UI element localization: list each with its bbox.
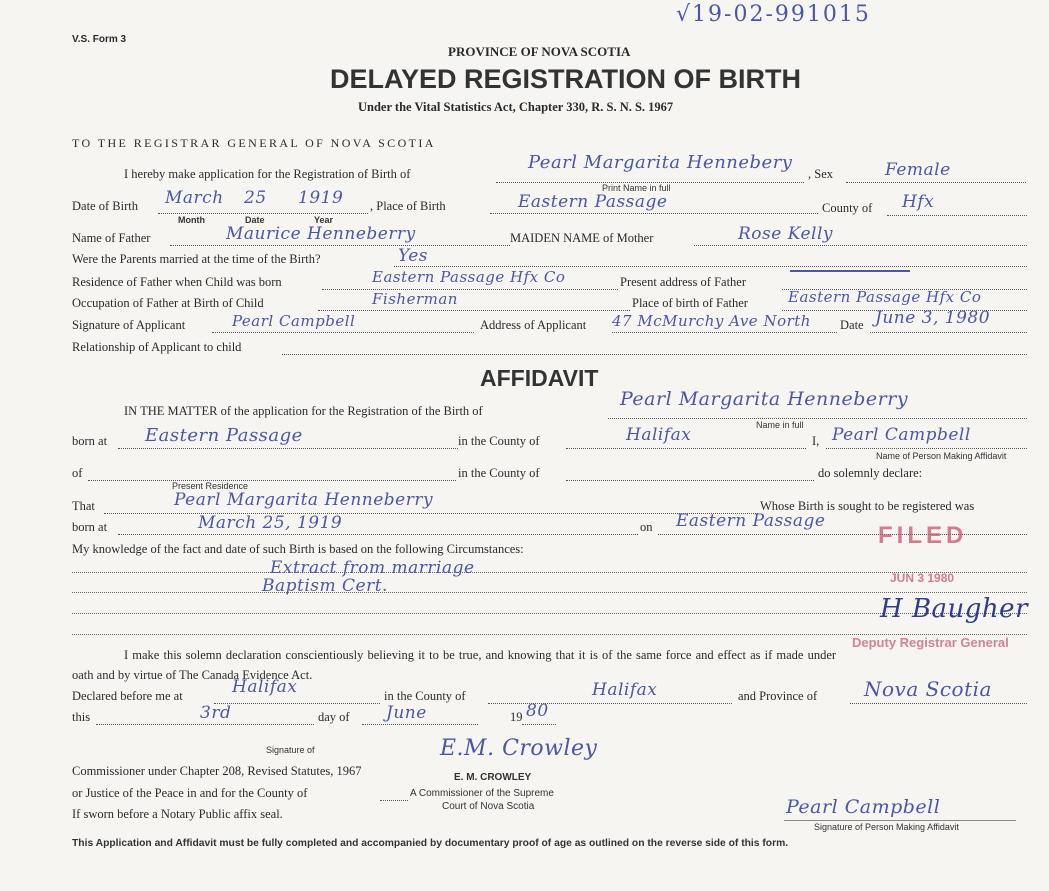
in-county-value: Halifax [626,425,692,445]
father-value: Maurice Henneberry [226,224,416,244]
reference-number: √19-02-991015 [676,2,871,27]
name-full-hint: Name in full [756,420,804,430]
page-title: DELAYED REGISTRATION OF BIRTH [330,64,802,94]
day-of-value: June [386,703,427,723]
province-heading: PROVINCE OF NOVA SCOTIA [448,44,631,59]
notary-label: If sworn before a Notary Public affix seal. [72,807,283,821]
subtitle: Under the Vital Statistics Act, Chapter 330, R. S. N. S. 1967 [358,100,674,114]
commissioner-stamp-3: Court of Nova Scotia [442,801,535,812]
that-label: That [72,499,95,513]
solemn-para-2: oath and by virtue of The Canada Evidence Act. [72,668,313,682]
declared-value: Halifax [232,677,298,697]
year-value: 80 [526,701,549,721]
commissioner-label: Commissioner under Chapter 208, Revised Statutes, 1967 [72,764,362,778]
occupation-value: Fisherman [372,290,458,308]
solemnly-label: do solemnly declare: [818,466,923,480]
justice-label: or Justice of the Peace in and for the County of [72,786,308,800]
on-value: Eastern Passage [676,511,826,531]
pob-label: , Place of Birth [370,199,446,213]
mother-value: Rose Kelly [738,224,834,244]
pob-value: Eastern Passage [518,192,668,212]
present-address-label: Present address of Father [620,275,747,289]
address-value: 47 McMurchy Ave North [612,312,811,330]
father-birthplace-label: Place of birth of Father [632,296,748,310]
whose-birth-label: Whose Birth is sought to be registered was [760,499,975,513]
deponent-sig-hint: Signature of Person Making Affidavit [814,822,959,832]
date-hint: Date [245,215,265,225]
affidavit-heading: AFFIDAVIT [480,365,599,391]
married-label: Were the Parents married at the time of the Birth? [72,252,321,266]
signature-label: Signature of Applicant [72,318,186,332]
matter-label: IN THE MATTER of the application for the Registration of the Birth of [124,404,483,418]
dob-label: Date of Birth [72,199,138,213]
in-county-label: in the County of [458,434,540,448]
commissioner-signature: E.M. Crowley [440,736,598,761]
occupation-label: Occupation of Father at Birth of Child [72,296,264,310]
father-birthplace-value: Eastern Passage Hfx Co [788,288,982,306]
i-label: I, [812,434,820,448]
declared-label: Declared before me at [72,689,183,703]
sig-of-label: Signature of [266,745,315,755]
in-county-label-2: in the County of [458,466,540,480]
born-at-label: born at [72,434,108,448]
solemn-para-1: I make this solemn declaration conscientiously believing it to be true, and knowing that it is of the same force and effect as if made under [124,648,837,662]
signature-value: Pearl Campbell [232,312,356,330]
circ-line-1: Extract from marriage [270,558,475,578]
of-label: of [72,466,83,480]
child-name-value: Pearl Margarita Hennebery [528,152,793,173]
residence-label: Residence of Father when Child was born [72,275,282,289]
present-residence-hint: Present Residence [172,481,249,491]
footer-notice: This Application and Affidavit must be fully completed and accompanied by documentary proof of age as outlined on the reverse side of this form. [72,838,789,849]
deponent-signature: Pearl Campbell [786,796,941,818]
day-of-label: day of [318,710,350,724]
date-label: Date [840,318,864,332]
intro-label: I hereby make application for the Registration of Birth of [124,167,411,181]
declared-county-value: Halifax [592,680,658,700]
commissioner-stamp-2: A Commissioner of the Supreme [410,788,554,799]
born-label: born at [72,520,108,534]
commissioner-stamp-1: E. M. CROWLEY [454,772,532,783]
matter-value: Pearl Margarita Henneberry [620,388,909,410]
province-label: and Province of [738,689,818,703]
registrar-title-stamp: Deputy Registrar General [852,635,1009,650]
sex-value: Female [885,160,951,180]
mother-label: MAIDEN NAME of Mother [510,231,654,245]
this-label: this [72,710,91,724]
circ-line-2: Baptism Cert. [262,576,388,596]
filed-date-stamp: JUN 3 1980 [890,571,955,585]
declared-county-label: in the County of [384,689,466,703]
print-name-hint: Print Name in full [602,183,671,193]
year-prefix: 19 [510,710,523,724]
born-value: March 25, 1919 [198,513,343,533]
that-value: Pearl Margarita Henneberry [174,490,434,510]
form-id: V.S. Form 3 [72,34,127,45]
address-label: Address of Applicant [480,318,587,332]
knowledge-label: My knowledge of the fact and date of such Birth is based on the following Circumstances: [72,542,524,556]
deponent-hint: Name of Person Making Affidavit [876,451,1007,461]
dob-year: 1919 [298,188,344,208]
county-value: Hfx [902,192,935,212]
registrar-signature: H Baugher [880,594,1028,624]
year-hint: Year [314,215,334,225]
to-registrar: TO THE REGISTRAR GENERAL OF NOVA SCOTIA [72,136,436,150]
on-label: on [640,520,653,534]
deponent-value: Pearl Campbell [832,425,971,445]
born-at-value: Eastern Passage [145,425,303,446]
this-value: 3rd [200,703,232,723]
sex-label: , Sex [808,167,833,181]
relationship-label: Relationship of Applicant to child [72,340,242,354]
dob-day: 25 [244,188,267,208]
father-label: Name of Father [72,231,151,245]
present-address-dash [790,270,910,272]
dob-month: March [165,188,224,208]
month-hint: Month [178,215,205,225]
date-value: June 3, 1980 [875,308,991,328]
married-value: Yes [398,246,429,266]
residence-value: Eastern Passage Hfx Co [372,268,566,286]
province-value: Nova Scotia [864,677,992,701]
county-label: County of [822,201,873,215]
filed-stamp: FILED [878,522,968,549]
